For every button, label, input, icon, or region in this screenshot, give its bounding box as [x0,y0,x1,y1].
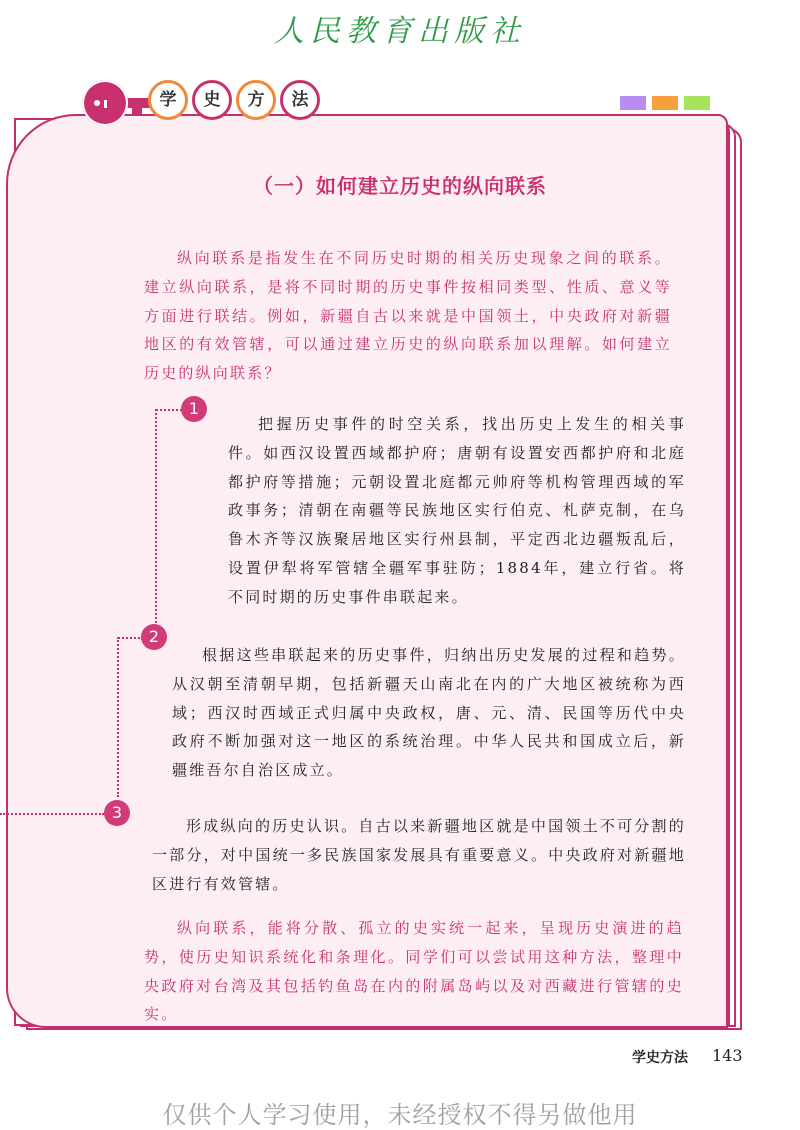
tab-orange [652,96,678,110]
page-number: 143 [712,1046,743,1065]
step-marker-1: 1 [181,396,207,422]
key-bar [104,100,107,108]
intro-paragraph: 纵向联系是指发生在不同历史时期的相关历史现象之间的联系。建立纵向联系，是将不同时期的历史事件按相同类型、性质、意义等方面进行联结。例如，新疆自古以来就是中国领土，中央政府对新疆地区的有效管辖，可以通过建立历史的纵向联系加以理解。如何建立历史的纵向联系？ [144,249,672,383]
step-1-text: 把握历史事件的时空关系，找出历史上发生的相关事件。如西汉设置西域都护府；唐朝有设置安西都护府和北庭都护府等措施；元朝设置北庭都元帅府等机构管理西域的军政事务；清朝在南疆等民族地区实行伯克、札萨克制，在乌鲁木齐等汉族聚居地区实行州县制，平定西北边疆叛乱后，设置伊犁将军管辖全疆军事驻防；1884年，建立行省。将不同时期的历史事件串联起来。 [228,415,686,606]
section-char-3: 方 [236,80,276,120]
connector-2-v [117,637,119,797]
section-char-2: 史 [192,80,232,120]
section-title: （一）如何建立历史的纵向联系 [253,174,547,198]
connector-2-h [118,637,140,639]
section-char-4: 法 [280,80,320,120]
footer-section-label: 学史方法 [632,1050,688,1066]
watermark: 仅供个人学习使用，未经授权不得另做他用 [162,1101,638,1129]
publisher-logo: 人民教育出版社 [274,14,526,49]
conclusion-paragraph: 纵向联系，能将分散、孤立的史实统一起来，呈现历史演进的趋势，使历史知识系统化和条理化。同学们可以尝试用这种方法，整理中央政府对台湾及其包括钓鱼岛在内的附属岛屿以及对西藏进行管辖的史实。 [144,919,684,1024]
key-tooth [132,106,142,114]
tab-green [684,96,710,110]
step-2-text: 根据这些串联起来的历史事件，归纳出历史发展的过程和趋势。从汉朝至清朝早期，包括新疆天山南北在内的广大地区被统称为西域；西汉时西域正式归属中央政权，唐、元、清、民国等历代中央政府不断加强对这一地区的系统治理。中华人民共和国成立后，新疆维吾尔自治区成立。 [172,646,686,780]
key-hole [94,100,100,106]
connector-3-h [0,813,104,815]
step-marker-3: 3 [104,800,130,826]
key-icon [82,80,128,126]
step-3-text: 形成纵向的历史认识。自古以来新疆地区就是中国领土不可分割的一部分，对中国统一多民族国家发展具有重要意义。中央政府对新疆地区进行有效管辖。 [152,817,686,893]
section-char-1: 学 [148,80,188,120]
tab-purple [620,96,646,110]
connector-1-h [156,409,182,411]
step-marker-2: 2 [141,624,167,650]
connector-1-v [155,409,157,623]
colored-tabs [620,96,710,110]
